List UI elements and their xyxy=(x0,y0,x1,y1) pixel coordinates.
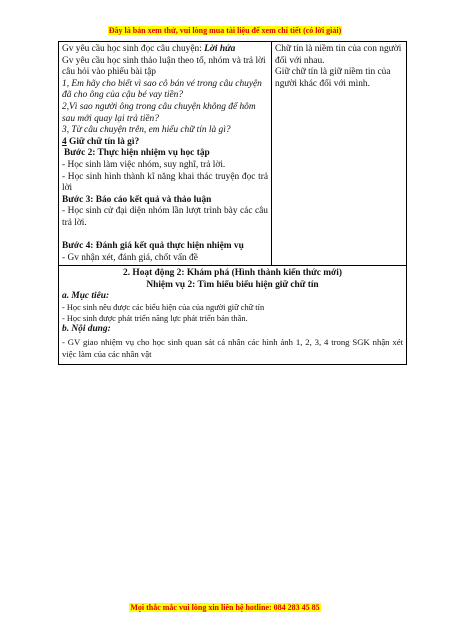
preview-notice-text: Đây là bản xem thử, vui lòng mua tài liệu để xem chi tiết (có lời giải) xyxy=(108,26,342,35)
teacher-student-activities xyxy=(59,42,272,265)
question-1: 1, Em hãy cho biết vì sao cô bán vé trong câu chuyện đã cho ông của cậu bé vay tiền? xyxy=(62,78,262,101)
step-3-title: Bước 3: Báo cáo kết quả và thảo luận xyxy=(62,194,212,205)
spacer xyxy=(62,230,268,242)
definition-trust: Chữ tín là niềm tin của con người đối với nhau. xyxy=(275,44,402,66)
activity-2-title: 2. Hoạt động 2: Khám phá (Hình thành kiến thức mới) xyxy=(123,268,342,279)
content-item-1: - GV giao nhiệm vụ cho học sinh quan sát cá nhân các hình ảnh 1, 2, 3, 4 trong SGK nhận xét việc làm của các nhân vật xyxy=(62,336,403,359)
product-column xyxy=(272,42,406,265)
heading-4 xyxy=(62,137,268,149)
objective-item-1: - Học sinh nêu được các biểu hiện của của người giữ chữ tín xyxy=(62,303,265,313)
story-instruction xyxy=(62,44,268,56)
hotline-text: Mọi thắc mắc vui lòng xin liên hệ hotline: 084 283 45 85 xyxy=(130,603,320,612)
question-2: 2,Vì sao người ông trong câu chuyện không để hôm sau mới quay lại trả tiền? xyxy=(62,101,256,124)
step-4-title: Bước 4: Đánh giá kết quả thực hiện nhiệm vụ xyxy=(62,241,244,252)
definition-keeping-trust: Giữ chữ tín là giữ niềm tin của người khác đối với mình. xyxy=(275,67,391,89)
step-2-title: Bước 2: Thực hiện nhiệm vụ học tập xyxy=(64,148,210,159)
lesson-table xyxy=(58,41,407,365)
preview-notice-banner xyxy=(0,26,450,35)
content-heading: b. Nội dung: xyxy=(62,324,111,335)
objective-heading: a. Mục tiêu: xyxy=(62,291,110,302)
step-4-item-1: - Gv nhận xét, đánh giá, chốt vấn đề xyxy=(62,252,198,263)
task-2-title: Nhiệm vụ 2: Tìm hiểu biểu hiện giữ chữ tín xyxy=(146,279,319,290)
story-title: Lời hứa xyxy=(204,44,236,54)
discussion-instruction: Gv yêu cầu học sinh thảo luận theo tổ, nhóm và trả lời câu hỏi vào phiếu bài tập xyxy=(62,55,266,78)
activity-2-row xyxy=(59,266,406,364)
objective-item-2: - Học sinh được phát triển năng lực phát triển bản thân. xyxy=(62,313,248,323)
step-2-item-2: - Học sinh hình thành kĩ năng khai thác truyện đọc trả lời xyxy=(62,171,268,194)
step-2-item-1: - Học sinh làm việc nhóm, suy nghĩ, trả lời. xyxy=(62,159,226,170)
question-3: 3, Từ câu chuyện trên, em hiểu chữ tín là gì? xyxy=(62,125,231,136)
activity-row xyxy=(59,42,406,266)
hotline-banner xyxy=(0,603,450,612)
heading-4-number: 4 xyxy=(62,136,67,147)
story-instruction-prefix: Gv yêu cầu học sinh đọc câu chuyện: xyxy=(62,44,202,54)
step-3-item-1: - Học sinh cử đại diện nhóm lần lượt trình bày các câu trả lời. xyxy=(62,206,268,228)
heading-4-text: Giữ chữ tín là gì? xyxy=(69,136,140,147)
